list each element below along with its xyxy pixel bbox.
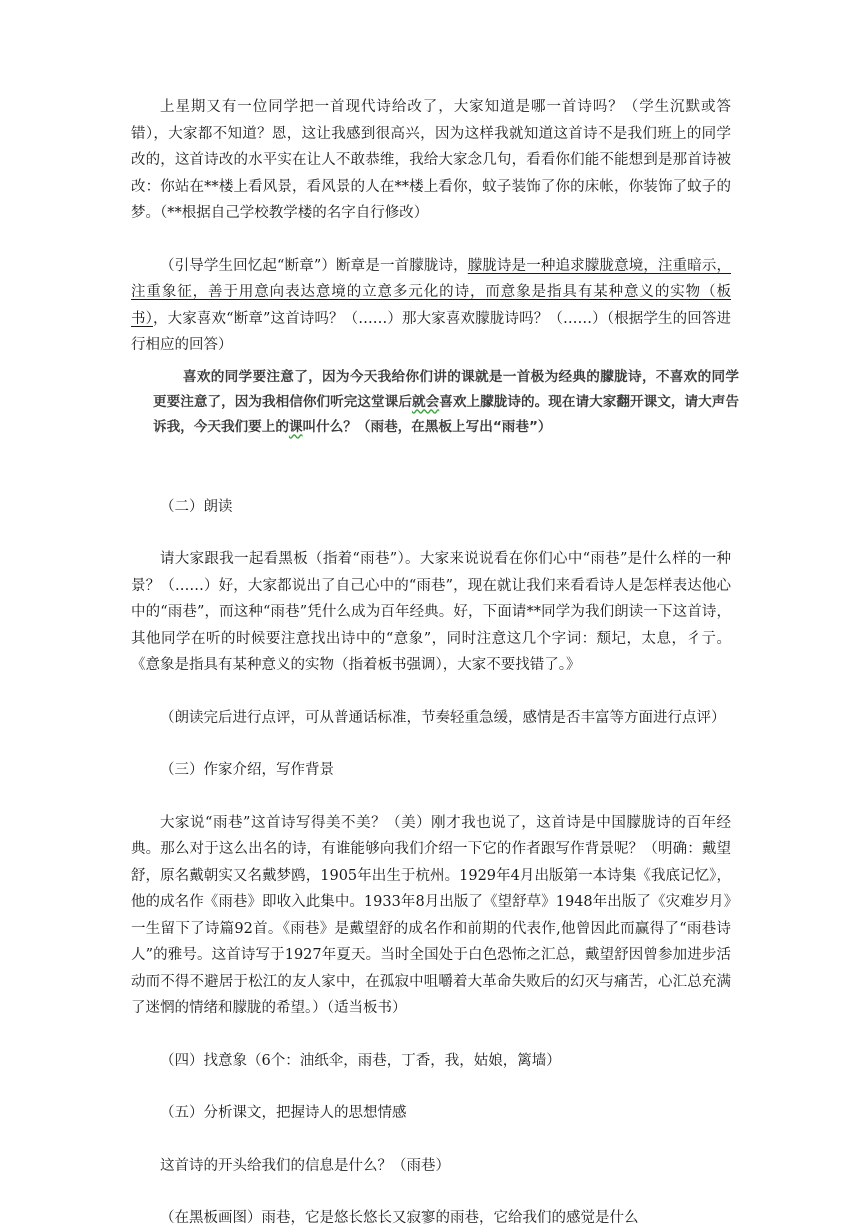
duanzhang-text-start: （引导学生回忆起“断章”）断章是一首朦胧诗，	[160, 257, 468, 274]
document-body	[131, 94, 740, 1232]
section-heading-analysis: （五）分析课文，把握诗人的思想情感	[160, 1105, 407, 1121]
analysis-question-paragraph: 这首诗的开头给我们的信息是什么？（雨巷）	[160, 1157, 450, 1174]
reading-comment-paragraph: （朗读完后进行点评，可从普通话标准，节奏轻重急缓，感情是否丰富等方面进行点评）	[160, 709, 726, 726]
scan-text-part2: 喜欢上朦胧诗的。现在请大家翻开课文，请大声告诉我，今天我们要上的	[153, 393, 740, 435]
duanzhang-paragraph	[131, 253, 731, 359]
scan-text-part3: 叫什么？（雨巷，在黑板上写出“雨巷”）	[302, 418, 552, 435]
section-heading-author: （三）作家介绍，写作背景	[160, 762, 334, 778]
duanzhang-text-end: ，大家喜欢“断章”这首诗吗？（……）那大家喜欢朦胧诗吗？（……）（根据学生的回答进行相应的回答）	[131, 310, 732, 353]
intro-paragraph: 上星期又有一位同学把一首现代诗给改了，大家知道是哪一首诗吗？（学生沉默或答错），大家都不知道？恩，这让我感到很高兴，因为这样我就知道这首诗不是我们班上的同学改的，这首诗改的水平实在让人不敢恭维，我给大家念几句，看看你们能不能想到是那首诗被改：你站在**楼上看风景，看风景的人在**楼上看你，蚊子装饰了你的床帐，你装饰了蚊子的梦。（**根据自己学校教学楼的名字自行修改）	[131, 99, 731, 221]
scan-wavy-mark-2: 课	[288, 418, 303, 435]
scanned-image-text	[153, 365, 739, 440]
scan-wavy-mark-1: 就会	[411, 393, 440, 410]
analysis-drawing-paragraph: （在黑板画图）雨巷，它是悠长悠长又寂寥的雨巷，它给我们的感觉是什么	[160, 1210, 639, 1226]
reading-paragraph: 请大家跟我一起看黑板（指着“雨巷”）。大家来说说看在你们心中“雨巷”是什么样的一种景？（……）好，大家都说出了自己心中的“雨巷”，现在就让我们来看看诗人是怎样表达他心中的“雨巷”，而这种“雨巷”凭什么成为百年经典。好，下面请**同学为我们朗读一下这首诗，其他同学在听的时候要注意找出诗中的“意象”，同时注意这几个字词：颓圮，太息，彳亍。《意象是指具有某种意义的实物（指着板书强调），大家不要找错了。》	[131, 551, 731, 673]
section-heading-imagery: （四）找意象（6个：油纸伞，雨巷，丁香，我，姑娘，篱墙）	[160, 1052, 561, 1069]
section-heading-reading: （二）朗读	[160, 498, 233, 515]
menglong-definition-underlined: 朦胧诗是一种追求朦胧意境，注重暗示，注重象征，善于用意向表达意境的立意多元化的诗，而意象是指具有某种意义的实物（板书）	[131, 257, 732, 327]
scan-text-part1: 喜欢的同学要注意了，因为今天我给你们讲的课就是一首极为经典的朦胧诗，不喜欢的同学更要注意了，因为我相信你们听完这堂课后	[153, 368, 739, 410]
author-background-paragraph: 大家说“雨巷”这首诗写得美不美？（美）刚才我也说了，这首诗是中国朦胧诗的百年经典。那么对于这么出名的诗，有谁能够向我们介绍一下它的作者跟写作背景呢？（明确：戴望舒，原名戴朝实又名戴梦鸥，1905年出生于杭州。1929年4月出版第一本诗集《我底记忆》，他的成名作《雨巷》即收入此集中。1933年8月出版了《望舒草》1948年出版了《灾难岁月》一生留下了诗篇92首。《雨巷》是戴望舒的成名作和前期的代表作,他曾因此而赢得了“雨巷诗人”的雅号。这首诗写于1927年夏天。当时全国处于白色恐怖之汇总，戴望舒因曾参加进步活动而不得不避居于松江的友人家中，在孤寂中咀嚼着大革命失败后的幻灭与痛苦，心汇总充满了迷惘的情绪和朦胧的希望。）（适当板书）	[131, 814, 731, 1016]
